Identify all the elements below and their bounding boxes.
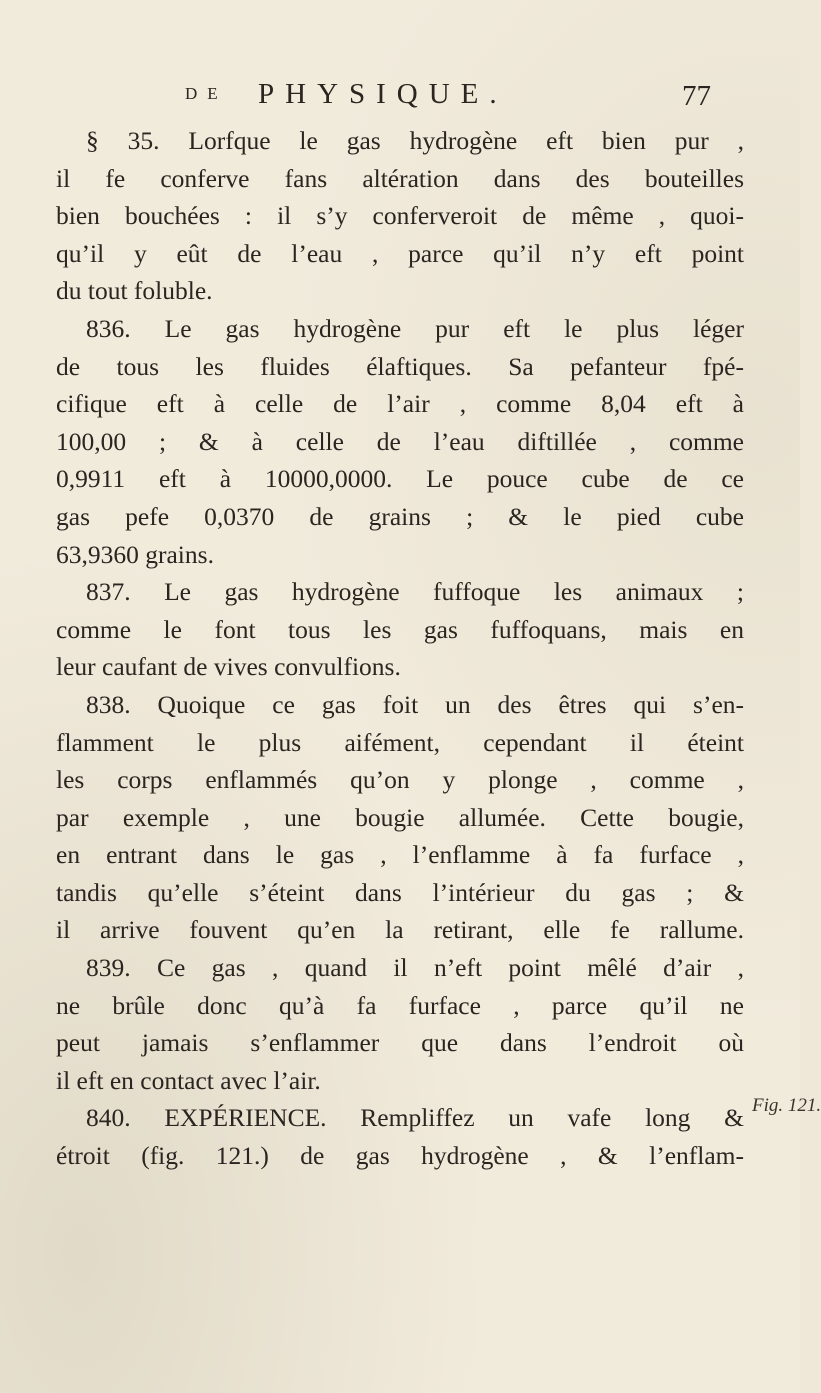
text-line: qu’il y eût de l’eau , parce qu’il n’y eft point (56, 238, 744, 268)
text-line: bien bouchées : il s’y conferveroit de même , quoi- (56, 201, 744, 231)
text-line: 839. Ce gas , quand il n’eft point mêlé d’air , (86, 953, 744, 983)
text-line: les corps enflammés qu’on y plonge , comme , (56, 765, 744, 795)
text-line: il fe conferve fans altération dans des bouteilles (56, 163, 744, 193)
text-line: de tous les fluides élaftiques. Sa pefanteur fpé- (56, 351, 744, 381)
text-line: du tout foluble. (56, 276, 213, 306)
text-line: 840. EXPÉRIENCE. Rempliffez un vafe long & (86, 1103, 744, 1133)
text-line: tandis qu’elle s’éteint dans l’intérieur du gas ; & (56, 877, 744, 907)
text-line: 0,9911 eft à 10000,0000. Le pouce cube de ce (56, 464, 744, 494)
text-line: § 35. Lorfque le gas hydrogène eft bien pur , (86, 126, 744, 155)
text-line: 63,9360 grains. (56, 539, 214, 569)
text-line: comme le font tous les gas fuffoquans, mais en (56, 614, 744, 644)
running-header (180, 78, 740, 118)
margin-figure-note: Fig. 121. (752, 1095, 821, 1116)
header-de: DE (185, 84, 228, 103)
text-line: 836. Le gas hydrogène pur eft le plus léger (86, 313, 744, 343)
text-line: étroit (fig. 121.) de gas hydrogène , & l’enflam- (56, 1141, 744, 1171)
text-line: par exemple , une bougie allumée. Cette bougie, (56, 802, 744, 832)
text-line: 837. Le gas hydrogène fuffoque les animaux ; (86, 577, 744, 607)
text-line: 838. Quoique ce gas foit un des êtres qui s’en- (86, 689, 744, 719)
text-line: cifique eft à celle de l’air , comme 8,04 eft à (56, 389, 744, 419)
text-line: il arrive fouvent qu’en la retirant, elle fe rallume. (56, 915, 744, 945)
text-line: 100,00 ; & à celle de l’eau diftillée , comme (56, 426, 744, 456)
text-line: en entrant dans le gas , l’enflamme à fa furface , (56, 840, 744, 870)
text-line: il eft en contact avec l’air. (56, 1065, 321, 1095)
text-line: peut jamais s’enflammer que dans l’endroit où (56, 1028, 744, 1058)
page-number: 77 (682, 80, 711, 112)
header-title: PHYSIQUE. (258, 78, 508, 110)
text-line: flamment le plus aifément, cependant il éteint (56, 727, 744, 757)
body-text (56, 122, 744, 1175)
text-line: gas pefe 0,0370 de grains ; & le pied cube (56, 501, 744, 531)
text-line: leur caufant de vives convulfions. (56, 652, 401, 682)
text-line: ne brûle donc qu’à fa furface , parce qu’il ne (56, 990, 744, 1020)
